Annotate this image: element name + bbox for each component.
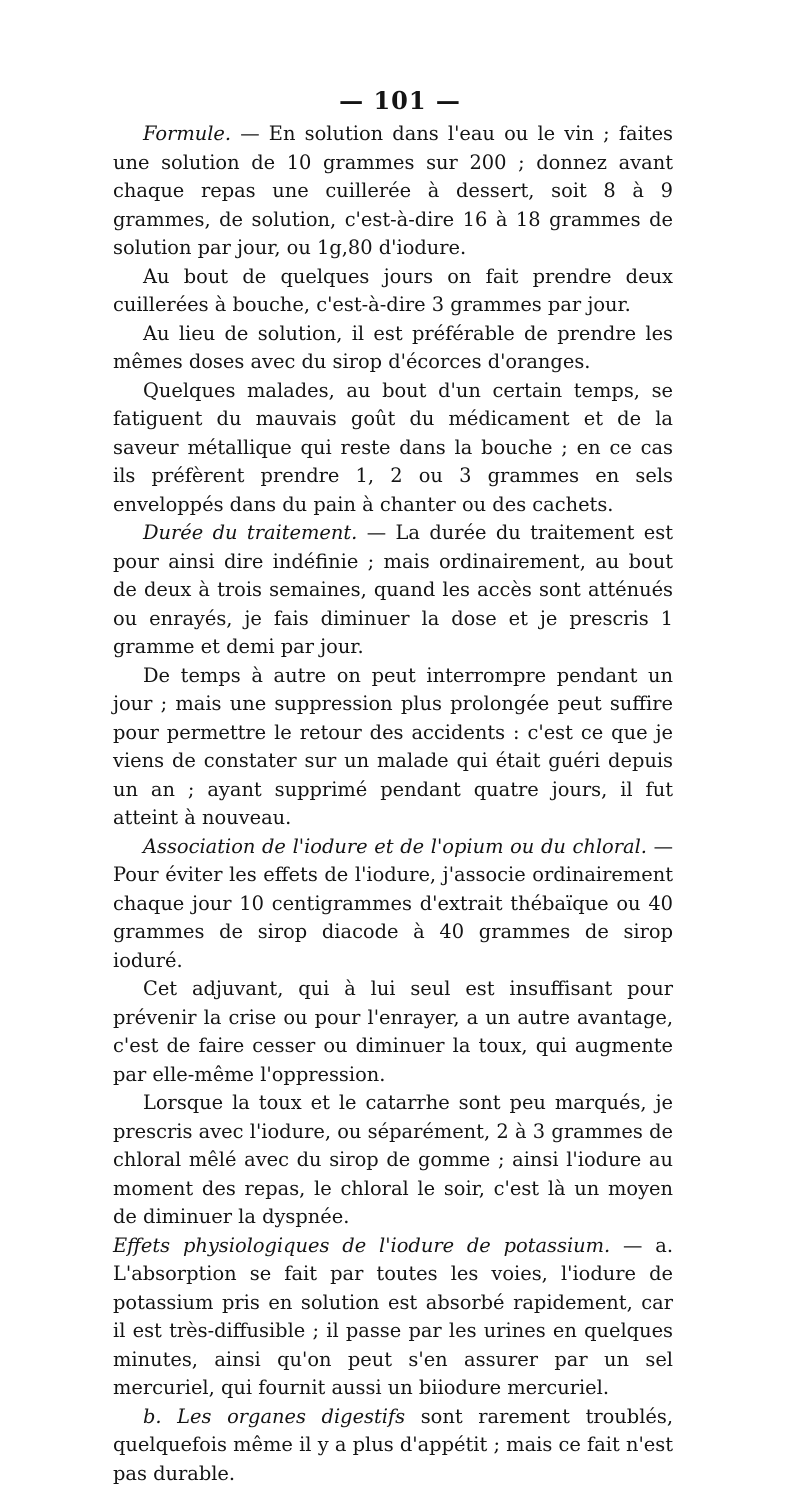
paragraph-text: Au bout de quelques jours on fait prendre deux cuillerées à bouche, c'est-à-dire 3 grammes par jour. bbox=[113, 265, 673, 317]
paragraph-association bbox=[113, 833, 673, 976]
paragraph-formule bbox=[113, 120, 673, 263]
body-text bbox=[113, 120, 673, 1488]
paragraph-text: Cet adjuvant, qui à lui seul est insuffisant pour prévenir la crise ou pour l'enrayer, a un autre avantage, c'est de faire cesser ou diminuer la toux, qui augmente par elle-même l'oppression. bbox=[113, 977, 673, 1086]
page-number: — 101 — bbox=[0, 86, 800, 115]
section-heading-effets: Effets physiologiques de l'iodure de potassium. bbox=[113, 1234, 610, 1257]
paragraph-duree bbox=[113, 519, 673, 662]
section-heading-association: Association de l'iodure et de l'opium ou du chloral. bbox=[143, 835, 647, 858]
paragraph-text: Au lieu de solution, il est préférable de prendre les mêmes doses avec du sirop d'écorces d'oranges. bbox=[113, 322, 673, 374]
paragraph bbox=[113, 320, 673, 377]
paragraph-text: — a. L'absorption se fait par toutes les voies, l'iodure de potassium pris en solution est absorbé rapidement, car il est très-diffusible ; il passe par les urines en quelques minutes, ainsi qu'on peut s'en assurer par un sel mercuriel, qui fournit aussi un biiodure mercuriel. bbox=[113, 1234, 673, 1400]
section-heading-duree: Durée du traitement. bbox=[143, 521, 357, 544]
paragraph-text: — Pour éviter les effets de l'iodure, j'associe ordinairement chaque jour 10 centigrammes d'extrait thébaïque ou 40 grammes de sirop diacode à 40 grammes de sirop ioduré. bbox=[113, 835, 673, 972]
paragraph bbox=[113, 662, 673, 833]
paragraph-text: sont rarement troublés, quelquefois même il y a plus d'appétit ; mais ce fait n'est pas durable. bbox=[113, 1405, 673, 1485]
section-heading-organes: b. Les organes digestifs bbox=[143, 1405, 405, 1428]
paragraph-text: — La durée du traitement est pour ainsi dire indéfinie ; mais ordinairement, au bout de deux à trois semaines, quand les accès sont atténués ou enrayés, je fais diminuer la dose et je prescris 1 gramme et demi par jour. bbox=[113, 521, 673, 658]
paragraph-text: — En solution dans l'eau ou le vin ; faites une solution de 10 grammes sur 200 ; donnez avant chaque repas une cuillerée à dessert, soit 8 à 9 grammes, de solution, c'est-à-dire 16 à 18 grammes de solution par jour, ou 1g,80 d'iodure. bbox=[113, 122, 673, 259]
paragraph-text: Lorsque la toux et le catarrhe sont peu marqués, je prescris avec l'iodure, ou séparément, 2 à 3 grammes de chloral mêlé avec du sirop de gomme ; ainsi l'iodure au moment des repas, le chloral le soir, c'est là un moyen de diminuer la dyspnée. bbox=[113, 1091, 673, 1228]
paragraph bbox=[113, 263, 673, 320]
paragraph bbox=[113, 975, 673, 1089]
paragraph-text: Quelques malades, au bout d'un certain temps, se fatiguent du mauvais goût du médicament et de la saveur métallique qui reste dans la bouche ; en ce cas ils préfèrent prendre 1, 2 ou 3 grammes en sels enveloppés dans du pain à chanter ou des cachets. bbox=[113, 379, 673, 516]
paragraph bbox=[113, 1089, 673, 1232]
section-heading-formule: Formule. bbox=[143, 122, 231, 145]
paragraph-effets bbox=[113, 1232, 673, 1403]
paragraph-organes bbox=[113, 1403, 673, 1488]
paragraph bbox=[113, 377, 673, 520]
paragraph-text: De temps à autre on peut interrompre pendant un jour ; mais une suppression plus prolongée peut suffire pour permettre le retour des accidents : c'est ce que je viens de constater sur un malade qui était guéri depuis un an ; ayant supprimé pendant quatre jours, il fut atteint à nouveau. bbox=[113, 664, 673, 830]
